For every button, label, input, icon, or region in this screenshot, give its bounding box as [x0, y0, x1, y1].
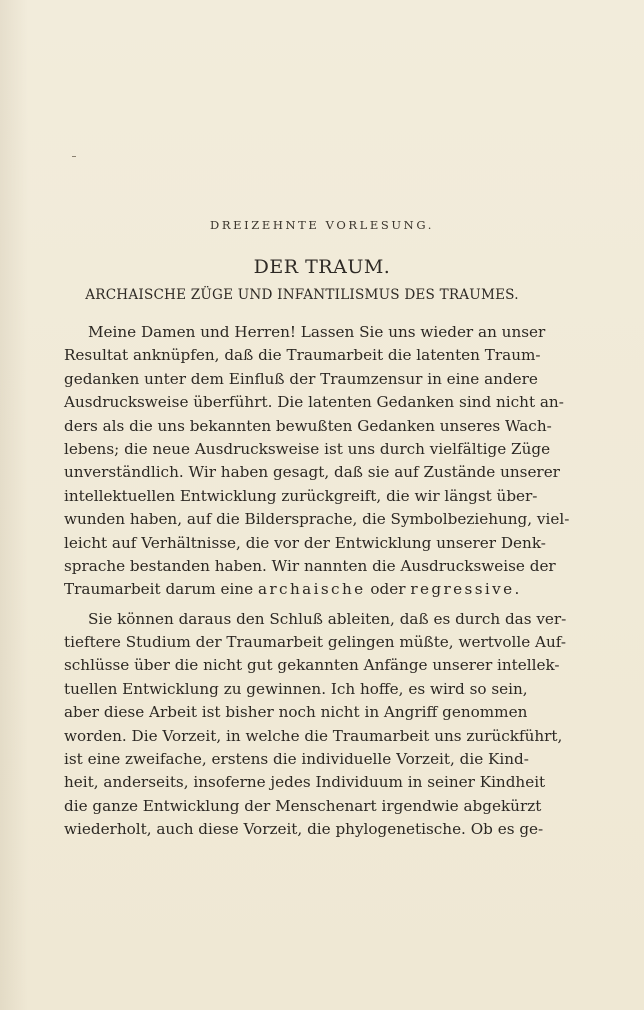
- text-fragment: .: [514, 580, 520, 599]
- text-line: aber diese Arbeit ist bisher noch nicht in Angriff genommen: [64, 703, 528, 722]
- text-line: schlüsse über die nicht gut gekannten Anfänge unserer intellek-: [64, 656, 560, 675]
- body-text: [64, 321, 570, 842]
- text-line: unverständlich. Wir haben gesagt, daß sie auf Zustände unserer: [64, 463, 560, 482]
- text-line: ders als die uns bekannten bewußten Gedanken unseres Wach-: [64, 416, 552, 435]
- text-line: wiederholt, auch diese Vorzeit, die phylogenetische. Ob es ge-: [64, 820, 544, 839]
- text-line: Meine Damen und Herren! Lassen Sie uns wieder an unser: [88, 323, 546, 341]
- text-line: gedanken unter dem Einfluß der Traumzensur in eine andere: [64, 369, 538, 388]
- page-subtitle: ARCHAISCHE ZÜGE UND INFANTILISMUS DES TRAUMES.: [85, 287, 519, 303]
- text-line: wunden haben, auf die Bildersprache, die Symbolbeziehung, viel-: [64, 510, 570, 529]
- text-line: tieftere Studium der Traumarbeit gelingen müßte, wertvolle Auf-: [64, 633, 567, 652]
- text-line: lebens; die neue Ausdrucksweise ist uns durch vielfältige Züge: [64, 439, 551, 458]
- emphasized-word: regressive: [410, 580, 515, 599]
- emphasized-word: archaische: [257, 580, 366, 599]
- text-line: ist eine zweifache, erstens die individuelle Vorzeit, die Kind-: [64, 750, 529, 769]
- text-fragment: Traumarbeit darum eine: [64, 580, 258, 599]
- text-line: Sie können daraus den Schluß ableiten, daß es durch das ver-: [88, 609, 567, 628]
- text-line: die ganze Entwicklung der Menschenart irgendwie abgekürzt: [64, 796, 542, 815]
- text-line: heit, anderseits, insoferne jedes Individuum in seiner Kindheit: [64, 773, 546, 792]
- text-line: Ausdrucksweise überführt. Die latenten Gedanken sind nicht an-: [64, 393, 564, 412]
- paper-speck: [72, 156, 76, 157]
- text-line: tuellen Entwicklung zu gewinnen. Ich hoffe, es wird so sein,: [64, 679, 528, 698]
- text-line: intellektuellen Entwicklung zurückgreift, die wir längst über-: [64, 486, 538, 505]
- text-line: Resultat anknüpfen, daß die Traumarbeit die latenten Traum-: [64, 346, 541, 365]
- text-line: worden. Die Vorzeit, in welche die Traumarbeit uns zurückführt,: [64, 726, 563, 745]
- page-title: DER TRAUM.: [253, 256, 391, 278]
- text-fragment: oder: [365, 580, 411, 599]
- chapter-heading: DREIZEHNTE VORLESUNG.: [210, 218, 434, 232]
- text-line: leicht auf Verhältnisse, die vor der Entwicklung unserer Denk-: [64, 533, 546, 552]
- text-line: [64, 578, 527, 601]
- text-line: sprache bestanden haben. Wir nannten die Ausdrucksweise der: [64, 556, 556, 575]
